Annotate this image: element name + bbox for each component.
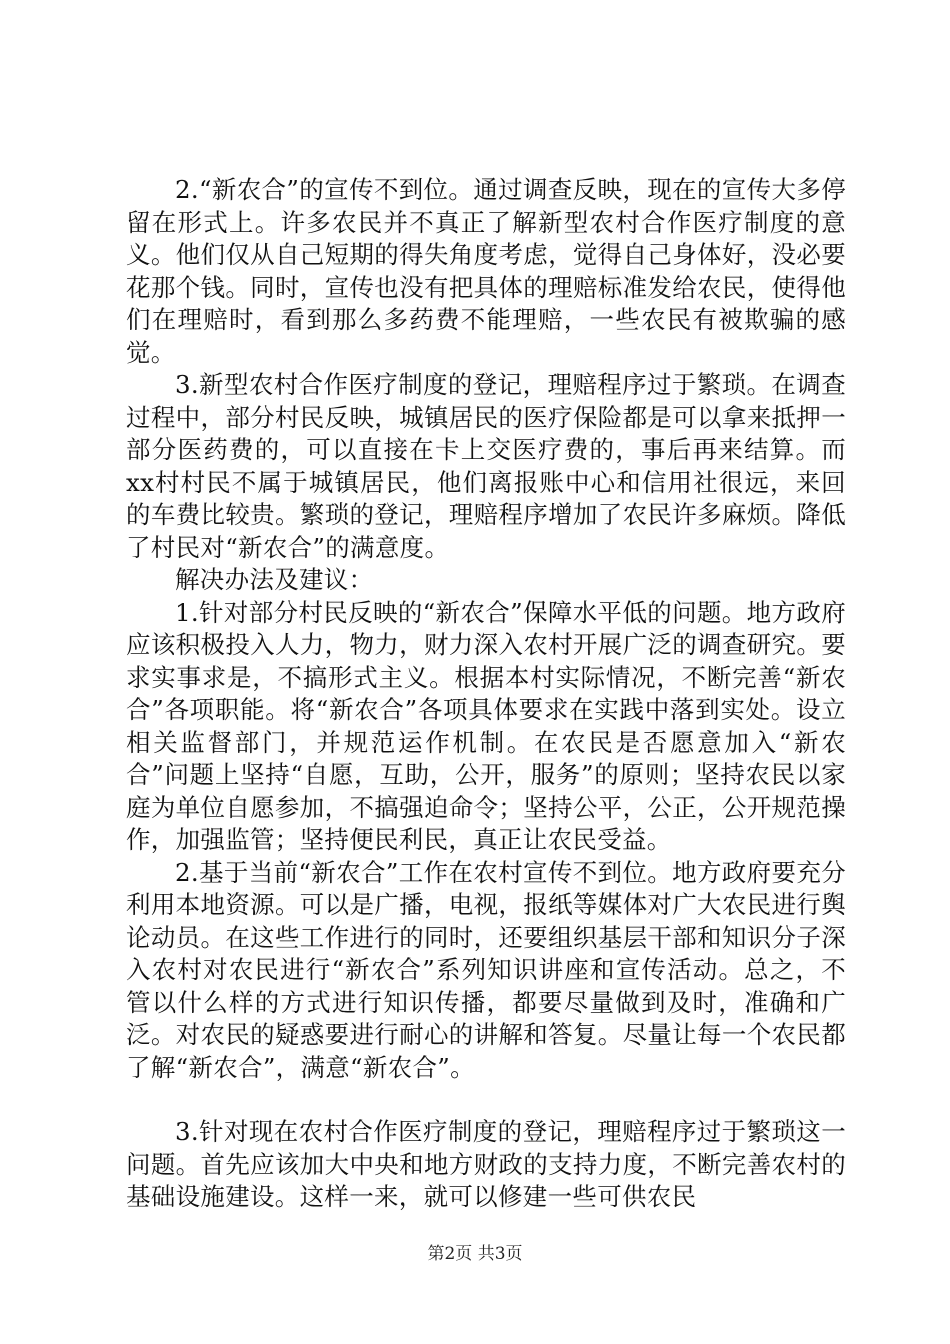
paragraph-registration-issue: 3.新型农村合作医疗制度的登记，理赔程序过于繁琐。在调查过程中，部分村民反映，城镇居民的医疗保险都是可以拿来抵押一部分医药费的，可以直接在卡上交医疗费的，事后再来结算。而xx村村民不属于城镇居民，他们离报账中心和信用社很远，来回的车费比较贵。繁琐的登记，理赔程序增加了农民许多麻烦。降低了村民对“新农合”的满意度。: [126, 370, 846, 562]
paragraph-publicity-issue: 2.“新农合”的宣传不到位。通过调查反映，现在的宣传大多停留在形式上。许多农民并不真正了解新型农村合作医疗制度的意义。他们仅从自己短期的得失角度考虑，觉得自己身体好，没必要花那个钱。同时，宣传也没有把具体的理赔标准发给农民，使得他们在理赔时，看到那么多药费不能理赔，一些农民有被欺骗的感觉。: [126, 175, 846, 367]
paragraph-solution-1: 1.针对部分村民反映的“新农合”保障水平低的问题。地方政府应该积极投入人力，物力，财力深入农村开展广泛的调查研究。要求实事求是，不搞形式主义。根据本村实际情况，不断完善“新农合”各项职能。将“新农合”各项具体要求在实践中落到实处。设立相关监督部门，并规范运作机制。在农民是否愿意加入“新农合”问题上坚持“自愿，互助，公开，服务”的原则；坚持农民以家庭为单位自愿参加，不搞强迫命令；坚持公平，公正，公开规范操作，加强监管；坚持便民利民，真正让农民受益。: [126, 597, 846, 854]
section-heading-solutions: 解决办法及建议：: [175, 565, 374, 594]
paragraph-solution-3: 3.针对现在农村合作医疗制度的登记，理赔程序过于繁琐这一问题。首先应该加大中央和地方财政的支持力度，不断完善农村的基础设施建设。这样一来，就可以修建一些可供农民: [126, 1117, 846, 1211]
paragraph-solution-2: 2.基于当前“新农合”工作在农村宣传不到位。地方政府要充分利用本地资源。可以是广播，电视，报纸等媒体对广大农民进行舆论动员。在这些工作进行的同时，还要组织基层干部和知识分子深入农村对农民进行“新农合”系列知识讲座和宣传活动。总之，不管以什么样的方式进行知识传播，都要尽量做到及时，准确和广泛。对农民的疑惑要进行耐心的讲解和答复。尽量让每一个农民都了解“新农合”，满意“新农合”。: [126, 857, 846, 1082]
page-number-footer: 第2页 共3页: [427, 1244, 523, 1264]
document-body: [126, 174, 846, 1214]
